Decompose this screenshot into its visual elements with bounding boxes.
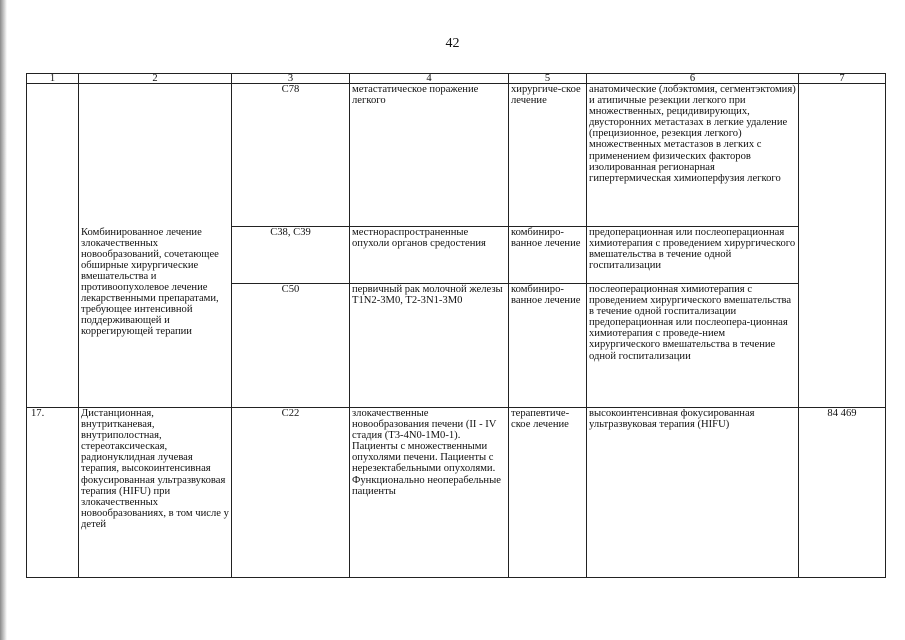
cost: 84 469: [799, 408, 886, 578]
treatment-method: послеоперационная химиотерапия с проведением хирургического вмешательства в течение одной госпитализации: [589, 284, 792, 318]
table-row: [27, 408, 886, 578]
diagnosis: метастатическое поражение легкого: [350, 84, 509, 227]
column-number-row: [27, 74, 886, 84]
index-cell: [27, 84, 79, 408]
treatment-type: терапевтиче-ское лечение: [509, 408, 587, 578]
scan-edge-shadow: [0, 0, 7, 640]
column-number: 4: [350, 74, 509, 84]
icd-code: C22: [232, 408, 350, 578]
cost-cell: [799, 84, 886, 408]
treatment-type: комбиниро-ванное лечение: [509, 284, 587, 408]
column-number: 6: [587, 74, 799, 84]
icd-code: C38, C39: [232, 227, 350, 284]
table-row: [27, 227, 886, 284]
row-index: 17.: [27, 408, 79, 578]
treatment-methods: предоперационная или послеоперационная химиотерапия с проведением хирургического вмешательства в течение одной госпитализации: [587, 227, 799, 284]
diagnosis: местнораспространенные опухоли органов средостения: [350, 227, 509, 284]
group-name-cell: [79, 84, 232, 227]
medical-care-table: [26, 73, 886, 578]
diagnosis: первичный рак молочной железы T1N2-3M0, T2-3N1-3M0: [350, 284, 509, 408]
treatment-methods-cell: [587, 284, 799, 408]
column-number: 1: [27, 74, 79, 84]
treatment-methods: высокоинтенсивная фокусированная ультразвуковая терапия (HIFU): [587, 408, 799, 578]
column-number: 2: [79, 74, 232, 84]
column-number: 3: [232, 74, 350, 84]
icd-code: C78: [232, 84, 350, 227]
treatment-methods: анатомические (лобэктомия, сегментэктомия) и атипичные резекции легкого при множественных, рецидивирующих, двусторонних метастазах в легкие удаление (прецизионное, резекция легкого) множественных метастазов в легких с применением физических факторов изолированная регионарная гипертермическая химиоперфузия легкого: [587, 84, 799, 227]
column-number: 7: [799, 74, 886, 84]
icd-code: C50: [232, 284, 350, 408]
diagnosis: злокачественные новообразования печени (II - IV стадия (T3-4N0-1M0-1). Пациенты с множественными опухолями печени. Пациенты с нерезектабельными опухолями. Функционально неоперабельные пациенты: [350, 408, 509, 578]
treatment-type: хирургиче-ское лечение: [509, 84, 587, 227]
table-row: [27, 84, 886, 227]
group-name: Комбинированное лечение злокачественных новообразований, сочетающее обширные хирургические вмешательства и противоопухолевое лечение лекарственными препаратами, требующее интенсивной поддерживающей и коррегирующей терапии: [79, 227, 232, 408]
treatment-type: комбиниро-ванное лечение: [509, 227, 587, 284]
group-name: Дистанционная, внутритканевая, внутриполостная, стереотаксическая, радионуклидная лучевая терапия, высокоинтенсивная фокусированная ультразвуковая терапия (HIFU) при злокачественных новообразованиях, в том числе у детей: [79, 408, 232, 578]
treatment-method: предоперационная или послеопера-ционная химиотерапия с проведе-нием хирургического вмешательства в течение одной госпитализации: [589, 317, 788, 362]
column-number: 5: [509, 74, 587, 84]
page-number: 42: [445, 36, 460, 51]
